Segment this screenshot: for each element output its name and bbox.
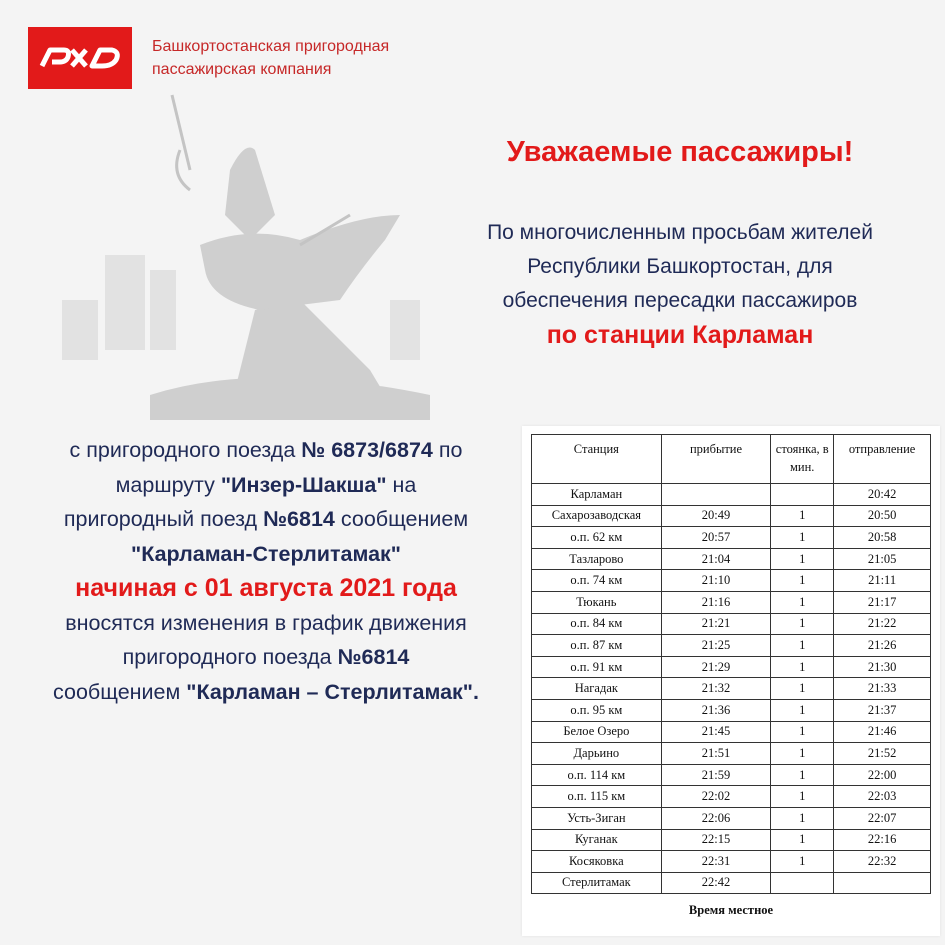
cell-arrival: 21:29 [661,656,771,678]
cell-departure: 21:11 [834,570,931,592]
cell-departure: 21:37 [834,699,931,721]
schedule-header-row [532,435,931,484]
cell-arrival: 20:57 [661,527,771,549]
cell-departure: 22:00 [834,764,931,786]
table-row [532,699,931,721]
cell-departure: 21:05 [834,548,931,570]
cell-departure: 21:30 [834,656,931,678]
cell-arrival: 21:51 [661,743,771,765]
cell-departure: 22:32 [834,851,931,873]
table-row [532,721,931,743]
cell-station: Тюкань [532,591,662,613]
table-row [532,743,931,765]
table-row [532,484,931,506]
body-line: вносятся изменения в график движения [65,610,467,635]
cell-departure [834,872,931,894]
table-row [532,656,931,678]
cell-arrival: 22:06 [661,807,771,829]
cell-stop: 1 [771,656,834,678]
cell-station: Дарьино [532,743,662,765]
cell-station: о.п. 91 км [532,656,662,678]
rzd-logo-icon [36,38,124,78]
rzd-logo [28,27,132,89]
intro-paragraph [420,216,940,352]
cell-departure: 21:33 [834,678,931,700]
cell-stop [771,872,834,894]
table-row [532,635,931,657]
table-row [532,872,931,894]
cell-departure: 22:03 [834,786,931,808]
body-line: сообщением "Карламан – Стерлитамак". [53,679,479,704]
cell-station: Стерлитамак [532,872,662,894]
cell-station: о.п. 84 км [532,613,662,635]
cell-stop: 1 [771,786,834,808]
local-time-note: Время местное [688,903,774,917]
body-line: пригородного поезда №6814 [122,645,410,669]
body-line: "Карламан-Стерлитамак" [131,541,401,566]
cell-station: о.п. 62 км [532,527,662,549]
cell-departure: 22:07 [834,807,931,829]
company-name-line2: пассажирская компания [152,61,332,78]
intro-line: По многочисленным просьбам жителей [487,221,873,244]
cell-station: о.п. 95 км [532,699,662,721]
schedule-table [531,434,931,894]
body-line: маршруту "Инзер-Шакша" на [115,472,417,497]
cell-station: Сахарозаводская [532,505,662,527]
table-row [532,570,931,592]
cell-stop: 1 [771,505,834,527]
cell-station: о.п. 87 км [532,635,662,657]
cell-arrival: 21:25 [661,635,771,657]
cell-arrival [661,484,771,506]
table-row [532,764,931,786]
cell-station: о.п. 114 км [532,764,662,786]
cell-stop: 1 [771,548,834,570]
cell-stop: 1 [771,699,834,721]
cell-arrival: 21:10 [661,570,771,592]
cell-departure: 20:58 [834,527,931,549]
cell-stop: 1 [771,570,834,592]
header-departure: отправление [834,435,931,484]
cell-arrival: 21:59 [661,764,771,786]
cell-stop: 1 [771,807,834,829]
cell-arrival: 21:32 [661,678,771,700]
cell-stop: 1 [771,764,834,786]
cell-arrival: 21:36 [661,699,771,721]
cell-departure: 21:17 [834,591,931,613]
table-row [532,591,931,613]
cell-arrival: 21:16 [661,591,771,613]
intro-line: обеспечения пересадки пассажиров [502,289,858,312]
cell-station: Куганак [532,829,662,851]
cell-stop: 1 [771,527,834,549]
announcement-body [2,433,530,709]
cell-stop: 1 [771,613,834,635]
cell-departure: 21:26 [834,635,931,657]
cell-stop [771,484,834,506]
cell-stop: 1 [771,635,834,657]
header-station: Станция [532,435,662,484]
cell-station: Тазларово [532,548,662,570]
company-name-line1: Башкортостанская пригородная [152,38,390,55]
cell-station: о.п. 115 км [532,786,662,808]
headline: Уважаемые пассажиры! [506,136,854,168]
table-row [532,786,931,808]
header-arrival: прибытие [661,435,771,484]
cell-arrival: 21:04 [661,548,771,570]
table-row [532,678,931,700]
cell-departure: 21:52 [834,743,931,765]
table-row [532,505,931,527]
header-stop: стоянка, в мин. [771,435,834,484]
cell-departure: 22:16 [834,829,931,851]
cell-arrival: 21:21 [661,613,771,635]
body-date-line: начиная с 01 августа 2021 года [75,574,457,602]
cell-station: Карламан [532,484,662,506]
cell-departure: 21:22 [834,613,931,635]
cell-arrival: 20:49 [661,505,771,527]
cell-stop: 1 [771,851,834,873]
cell-arrival: 21:45 [661,721,771,743]
cell-arrival: 22:15 [661,829,771,851]
cell-departure: 21:46 [834,721,931,743]
body-line: с пригородного поезда № 6873/6874 по [69,438,463,462]
cell-station: Белое Озеро [532,721,662,743]
cell-departure: 20:50 [834,505,931,527]
body-line: пригородный поезд №6814 сообщением [63,507,469,531]
cell-stop: 1 [771,829,834,851]
table-row [532,613,931,635]
table-row [532,829,931,851]
cell-departure: 20:42 [834,484,931,506]
cell-arrival: 22:42 [661,872,771,894]
cell-station: Усть-Зиган [532,807,662,829]
intro-station-line: по станции Карламан [546,321,814,349]
company-name [152,35,389,81]
cell-stop: 1 [771,743,834,765]
table-row [532,851,931,873]
table-row [532,548,931,570]
cell-station: Косяковка [532,851,662,873]
cell-stop: 1 [771,721,834,743]
cell-stop: 1 [771,678,834,700]
table-row [532,527,931,549]
cell-station: о.п. 74 км [532,570,662,592]
cell-arrival: 22:02 [661,786,771,808]
cell-stop: 1 [771,591,834,613]
cell-station: Нагадак [532,678,662,700]
table-row [532,807,931,829]
cell-arrival: 22:31 [661,851,771,873]
intro-line: Республики Башкортостан, для [527,255,833,278]
